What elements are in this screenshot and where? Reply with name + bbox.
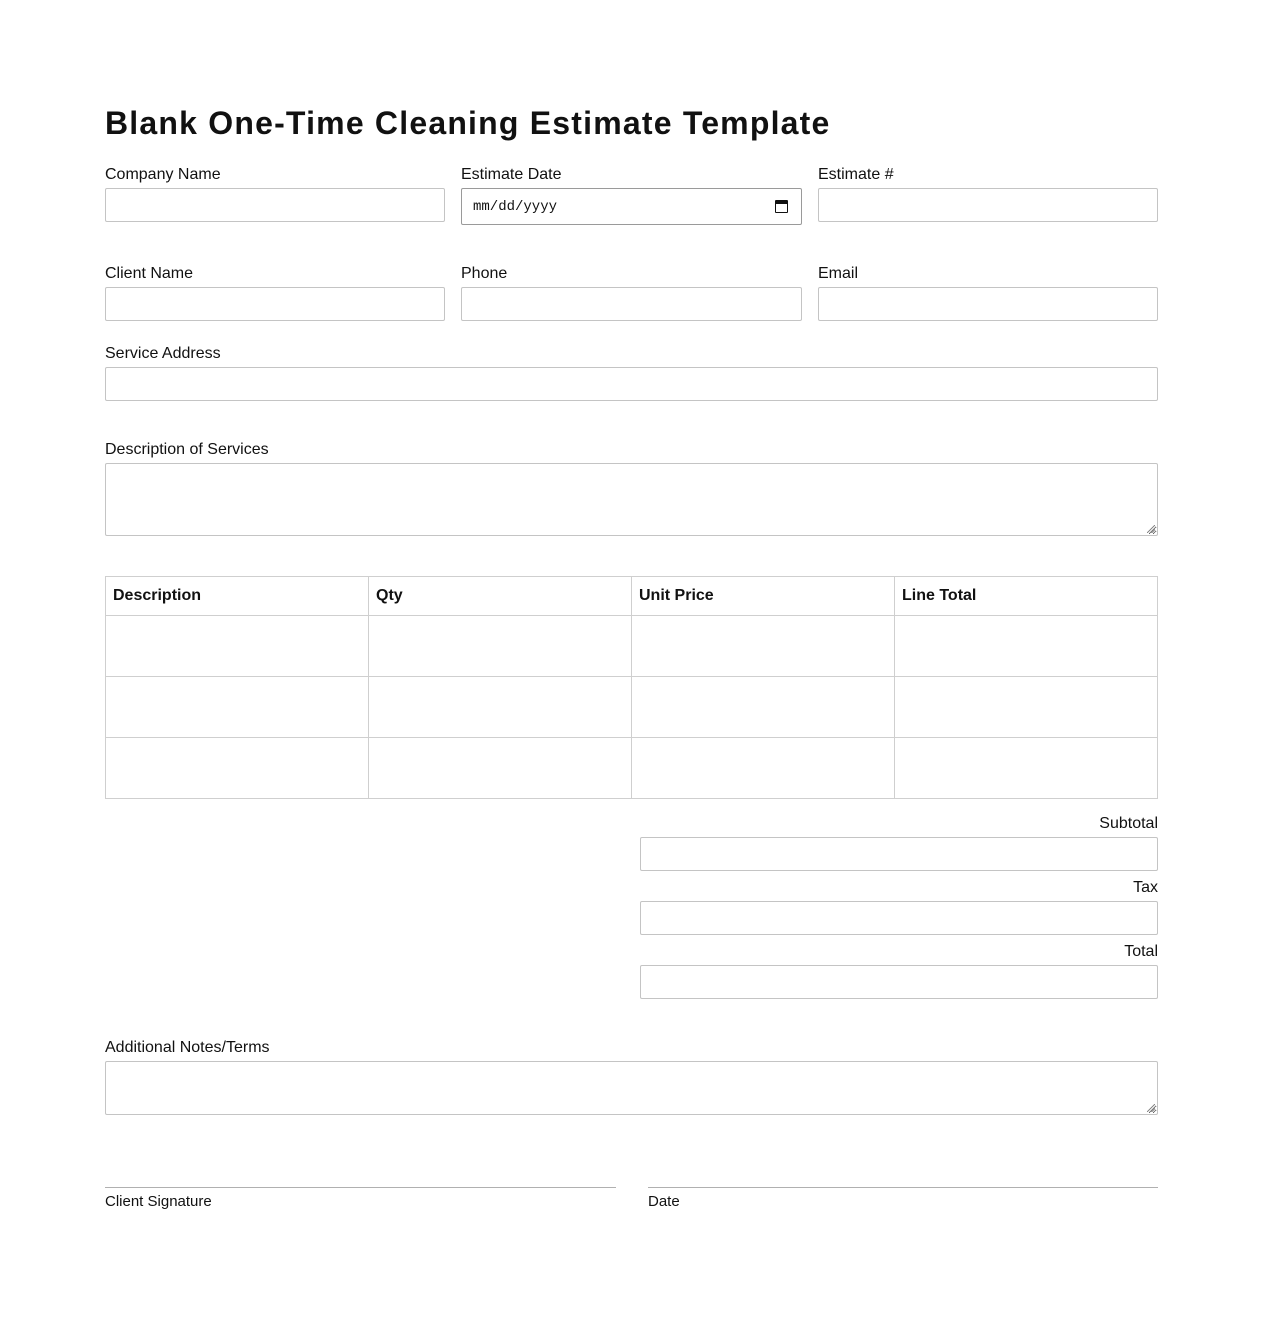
client-signature-line[interactable] — [105, 1187, 616, 1188]
table-cell[interactable] — [369, 677, 632, 738]
table-cell[interactable] — [632, 738, 895, 799]
table-cell[interactable] — [895, 616, 1158, 677]
page-title: Blank One-Time Cleaning Estimate Template — [105, 105, 831, 141]
estimate-date-placeholder: mm/dd/yyyy — [473, 199, 558, 215]
client-signature-label: Client Signature — [105, 1193, 212, 1210]
table-cell[interactable] — [106, 738, 369, 799]
subtotal-input[interactable] — [640, 837, 1158, 871]
table-cell[interactable] — [106, 677, 369, 738]
estimate-date-input[interactable] — [461, 188, 802, 225]
table-header-qty: Qty — [369, 577, 632, 616]
table-cell[interactable] — [369, 616, 632, 677]
calendar-icon[interactable] — [775, 200, 788, 213]
table-cell[interactable] — [895, 677, 1158, 738]
table-header-line-total: Line Total — [895, 577, 1158, 616]
table-header-unit-price: Unit Price — [632, 577, 895, 616]
signature-date-line[interactable] — [648, 1187, 1158, 1188]
table-cell[interactable] — [632, 616, 895, 677]
estimate-date-label: Estimate Date — [461, 166, 562, 183]
additional-notes-wrapper — [105, 1061, 1158, 1115]
table-cell[interactable] — [369, 738, 632, 799]
service-address-input[interactable] — [105, 367, 1158, 401]
table-cell[interactable] — [632, 677, 895, 738]
table-cell[interactable] — [895, 738, 1158, 799]
client-name-input[interactable] — [105, 287, 445, 321]
phone-input[interactable] — [461, 287, 802, 321]
email-label: Email — [818, 265, 859, 282]
total-input[interactable] — [640, 965, 1158, 999]
table-cell[interactable] — [106, 616, 369, 677]
subtotal-label: Subtotal — [1099, 815, 1158, 832]
estimate-number-label: Estimate # — [818, 166, 894, 183]
description-of-services-textarea[interactable] — [105, 463, 1158, 536]
client-name-label: Client Name — [105, 265, 194, 282]
company-name-label: Company Name — [105, 166, 221, 183]
table-row — [106, 616, 1158, 677]
service-address-label: Service Address — [105, 345, 221, 362]
total-label: Total — [1124, 943, 1158, 960]
table-row — [106, 677, 1158, 738]
additional-notes-label: Additional Notes/Terms — [105, 1039, 270, 1056]
email-input[interactable] — [818, 287, 1158, 321]
table-row — [106, 738, 1158, 799]
tax-input[interactable] — [640, 901, 1158, 935]
signature-date-label: Date — [648, 1193, 680, 1210]
additional-notes-textarea[interactable] — [105, 1061, 1158, 1115]
company-name-input[interactable] — [105, 188, 445, 222]
tax-label: Tax — [1133, 879, 1158, 896]
table-header-row — [106, 577, 1158, 616]
line-items-table — [105, 576, 1158, 799]
description-of-services-label: Description of Services — [105, 441, 269, 458]
table-header-description: Description — [106, 577, 369, 616]
description-of-services-wrapper — [105, 463, 1158, 536]
estimate-number-input[interactable] — [818, 188, 1158, 222]
phone-label: Phone — [461, 265, 508, 282]
